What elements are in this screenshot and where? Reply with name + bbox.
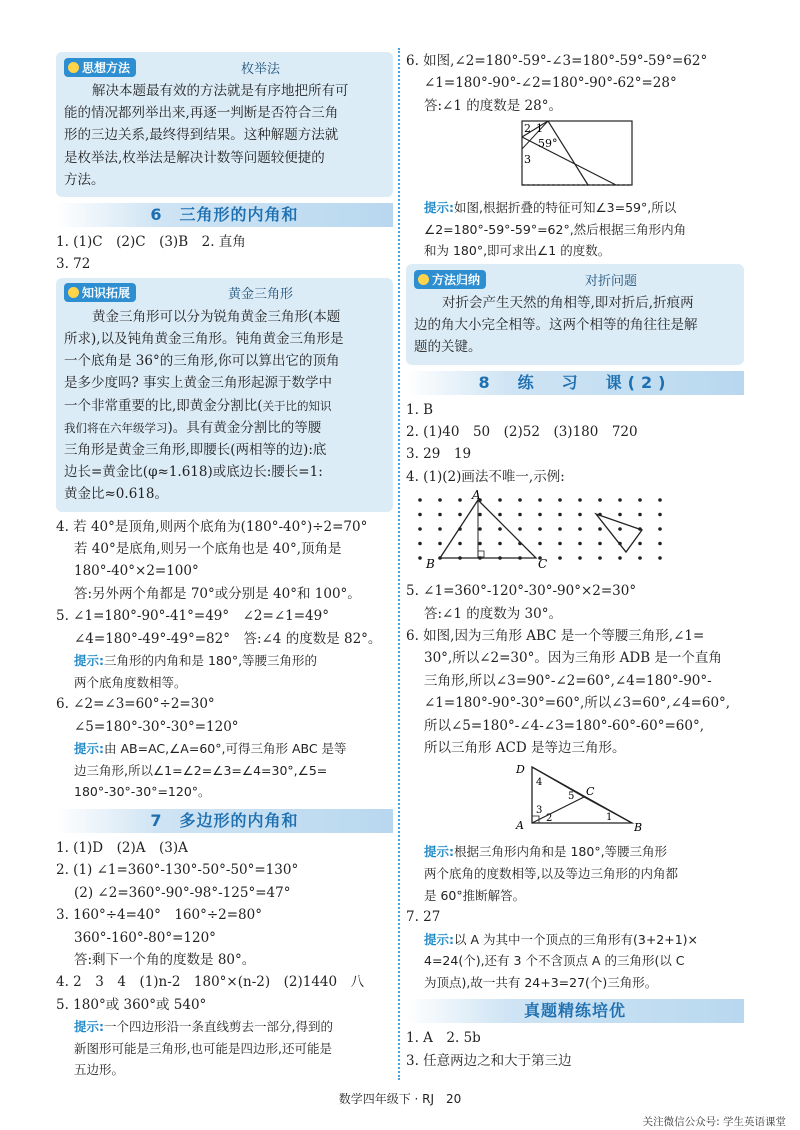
grid-dot [498,527,502,531]
answer-line: 答:∠1 的度数是 28°。 [424,97,562,114]
box-line: 我们将在六年级学习)。具有黄金分割比的等腰 [64,419,322,436]
answer-line: ∠5=180°-30°-30°=120° [74,718,239,735]
grid-dot [498,513,502,517]
box-line: 能的情况都列举出来,再逐一判断是否符合三角 [64,105,339,122]
answer-line: 若 40°是底角,则另一个底角也是 40°,顶角是 [74,541,342,558]
answer-line: 答:∠1 的度数为 30°。 [424,605,562,622]
hint-line: 提示:三角形的内角和是 180°,等腰三角形的 [74,653,318,669]
answer-line: 2. (1) ∠1=360°-130°-50°-50°=130° [56,862,299,879]
answer-line: 360°-160°-80°=120° [74,929,216,946]
answer-line: 2. (1)40 50 (2)52 (3)180 720 [406,424,638,441]
hint-line: ∠2=180°-59°-59°=62°,然后根据三角形内角 [424,221,687,237]
box-line: 解决本题最有效的方法就是有序地把所有可 [92,83,349,99]
fig-label: D [516,763,525,777]
hint-line: 边三角形,所以∠1=∠2=∠3=∠4=30°,∠5= [74,762,328,778]
fig-label: 1 [536,122,543,136]
box-line: 一个非常重要的比,即黄金分割比(关于比的知识 [64,397,332,414]
grid-dot [658,513,662,517]
grid-dot [658,498,662,502]
box-line: 题的关键。 [414,339,482,356]
grid-dot [458,498,462,502]
grid-dot [538,527,542,531]
fig-label: A [516,819,524,833]
grid-dot [658,542,662,546]
answer-line: 3. 任意两边之和大于第三边 [406,1052,572,1069]
grid-dot [618,498,622,502]
answer-line: 3. 160°÷4=40° 160°÷2=80° [56,907,262,924]
fig-label: 4 [536,777,543,789]
triangle-figure [406,761,744,837]
answer-line: 4. 2 3 4 (1)n-2 180°×(n-2) (2)1440 八 [56,974,365,991]
grid-dot [418,498,422,502]
fig-label: 1 [606,812,613,824]
grid-dot [598,527,602,531]
answer-line: 6. ∠2=∠3=60°÷2=30° [56,696,215,713]
answer-line: 1. A 2. 5b [406,1030,481,1047]
box-line: 形的三边关系,最终得到结果。这种解题方法就 [64,127,339,144]
grid-dot [638,542,642,546]
grid-dot [598,556,602,560]
section-title-practice: 真题精练培优 [406,999,744,1023]
hint-line: 提示:根据三角形内角和是 180°,等腰三角形 [424,844,668,860]
box-line: 边长=黄金比(φ≈1.618)或底边长:腰长=1: [64,464,323,481]
section-title-6: 6 三角形的内角和 [56,203,393,227]
grid-dot [578,513,582,517]
grid-dot [578,542,582,546]
answer-line: (2) ∠2=360°-90°-98°-125°=47° [74,884,291,901]
answer-line: 5. ∠1=180°-90°-41°=49° ∠2=∠1=49° [56,608,329,625]
box-line: 对折会产生天然的角相等,即对折后,折痕两 [442,295,694,311]
grid-dot [418,542,422,546]
folding-figure [406,119,744,193]
lightbulb-icon [418,274,429,285]
fig-label: B [426,557,435,572]
answer-line: 1. (1)C (2)C (3)B 2. 直角 [56,234,246,251]
answer-line: 4. 若 40°是顶角,则两个底角为(180°-40°)÷2=70° [56,518,368,535]
fig-label: 59° [538,137,558,151]
box-line: 三角形是黄金三角形,即腰长(两相等的边):底 [64,442,327,459]
box-line: 黄金三角形可以分为锐角黄金三角形(本题 [92,308,341,325]
grid-dot [538,498,542,502]
grid-dot [418,527,422,531]
answer-line: 5. 180°或 360°或 540° [56,996,207,1013]
grid-dot [558,556,562,560]
grid-dot [558,498,562,502]
grid-dot [458,542,462,546]
grid-dot [618,527,622,531]
grid-dot [618,513,622,517]
grid-dot [598,542,602,546]
hint-line: 和为 180°,即可求出∠1 的度数。 [424,243,611,259]
fig-label: 2 [524,122,531,136]
lightbulb-icon [68,287,79,298]
grid-dot [618,556,622,560]
hint-line: 提示:由 AB=AC,∠A=60°,可得三角形 ABC 是等 [74,741,347,757]
answer-line: 1. B [406,401,434,418]
right-column [406,50,744,1072]
knowledge-tag: 知识拓展 [64,283,136,302]
grid-dot [578,498,582,502]
grid-dot [498,498,502,502]
box-line: 一个底角是 36°的三角形,你可以算出它的顶角 [64,353,340,370]
box-line: 是多少度吗? 事实上黄金三角形起源于数学中 [64,375,333,392]
grid-dot [658,527,662,531]
dot-grid-figure [406,490,744,576]
answer-line: ∠1=180°-90°-∠2=180°-90°-62°=28° [424,75,677,92]
grid-dot [518,513,522,517]
grid-dot [418,513,422,517]
fig-label: A [472,490,481,503]
answer-line: 3. 72 [56,256,91,273]
knowledge-extension-box [56,278,393,512]
grid-dot [658,556,662,560]
answer-line: 4. (1)(2)画法不唯一,示例: [406,468,565,485]
grid-dot [438,498,442,502]
answer-line: ∠4=180°-49°-49°=82° 答:∠4 的度数是 82°。 [74,630,382,647]
grid-dot [498,542,502,546]
answer-line: 30°,所以∠2=30°。因为三角形 ADB 是一个直角 [424,650,722,667]
box-title: 对折问题 [585,273,638,289]
answer-line: ∠1=180°-90°-30°=60°,所以∠3=60°,∠4=60°, [424,695,731,712]
answer-line: 答:剩下一个角的度数是 80°。 [74,951,256,968]
folding-diagram [516,119,636,189]
answer-line: 7. 27 [406,909,441,926]
grid-dot [598,498,602,502]
hint-line: 两个底角的度数相等,以及等边三角形的内角都 [424,866,678,882]
dot-grid-diagram [406,490,706,572]
answer-line: 6. 如图,因为三角形 ABC 是一个等腰三角形,∠1= [406,628,705,645]
answer-line: 180°-40°×2=100° [74,563,199,580]
hint-line: 为顶点),故一共有 24+3=27(个)三角形。 [424,974,658,990]
hint-line: 180°-30°-30°=120°。 [74,784,211,800]
fig-label: 5 [568,791,575,803]
page-footer: 数学四年级下 · RJ 20 [338,1092,462,1106]
method-tag: 方法归纳 [414,270,486,289]
grid-dot [578,556,582,560]
box-line: 黄金比≈0.618。 [64,486,168,503]
grid-dot [518,498,522,502]
grid-dot [638,498,642,502]
box-title: 枚举法 [241,61,281,77]
box-line: 方法。 [64,171,105,188]
answer-line: 6. 如图,∠2=180°-59°-∠3=180°-59°-59°=62° [406,53,708,69]
grid-dot [438,527,442,531]
answer-line: 所以∠5=180°-∠4-∠3=180°-60°-60°=60°, [424,717,704,734]
fig-label: 3 [536,805,543,817]
hint-line: 提示:以 A 为其中一个顶点的三角形有(3+2+1)× [424,931,699,947]
hint-line: 新图形可能是三角形,也可能是四边形,还可能是 [74,1040,332,1056]
grid-dot [458,513,462,517]
lightbulb-icon [68,62,79,73]
hint-line: 提示:如图,根据折叠的特征可知∠3=59°,所以 [424,200,677,216]
fig-label: 3 [524,153,531,167]
hint-line: 两个底角度数相等。 [74,674,187,690]
fig-label: C [538,557,548,572]
grid-dot [438,542,442,546]
box-line: 是枚举法,枚举法是解决计数等问题较便捷的 [64,149,325,166]
grid-dot [638,513,642,517]
answer-line: 所以三角形 ACD 是等边三角形。 [424,740,626,757]
fig-label: C [586,785,595,799]
answer-line: 三角形,所以∠3=90°-∠2=60°,∠4=180°-90°- [424,672,712,689]
method-summary-box [406,264,744,365]
answer-line: 3. 29 19 [406,446,472,463]
grid-dot [538,542,542,546]
box-line: 边的角大小完全相等。这两个相等的角往往是解 [414,317,698,334]
grid-dot [558,527,562,531]
hint-line: 提示:一个四边形沿一条直线剪去一部分,得到的 [74,1019,333,1035]
thinking-method-box [56,52,393,197]
answer-line: 5. ∠1=360°-120°-30°-90°×2=30° [406,583,637,600]
hint-line: 五边形。 [74,1062,125,1078]
section-title-7: 7 多边形的内角和 [56,809,393,833]
box-line: 所求),以及钝角黄金三角形。钝角黄金三角形是 [64,331,344,348]
triangle-diagram [510,761,650,833]
grid-dot [418,556,422,560]
grid-dot [638,556,642,560]
answer-line: 1. (1)D (2)A (3)A [56,839,188,856]
grid-dot [558,513,562,517]
fig-label: 2 [546,813,553,825]
grid-dot [558,542,562,546]
thinking-method-tag: 思想方法 [64,58,136,77]
watermark: 关注微信公众号: 学生英语课堂 [642,1116,786,1128]
left-column [56,50,393,1081]
hint-line: 4=24(个),还有 3 个不含顶点 A 的三角形(以 C [424,953,685,969]
grid-dot [518,527,522,531]
grid-dot [478,542,482,546]
answer-line: 答:另外两个角都是 70°或分别是 40°和 100°。 [74,585,361,602]
hint-line: 是 60°推断解答。 [424,887,526,903]
grid-dot [578,527,582,531]
column-divider [398,48,400,1080]
grid-dot [478,513,482,517]
grid-dot [478,527,482,531]
section-title-8: 8 练 习 课(2) [406,371,744,395]
grid-dot [538,513,542,517]
fig-label: B [634,821,643,834]
box-title: 黄金三角形 [228,287,294,303]
grid-dot [438,513,442,517]
